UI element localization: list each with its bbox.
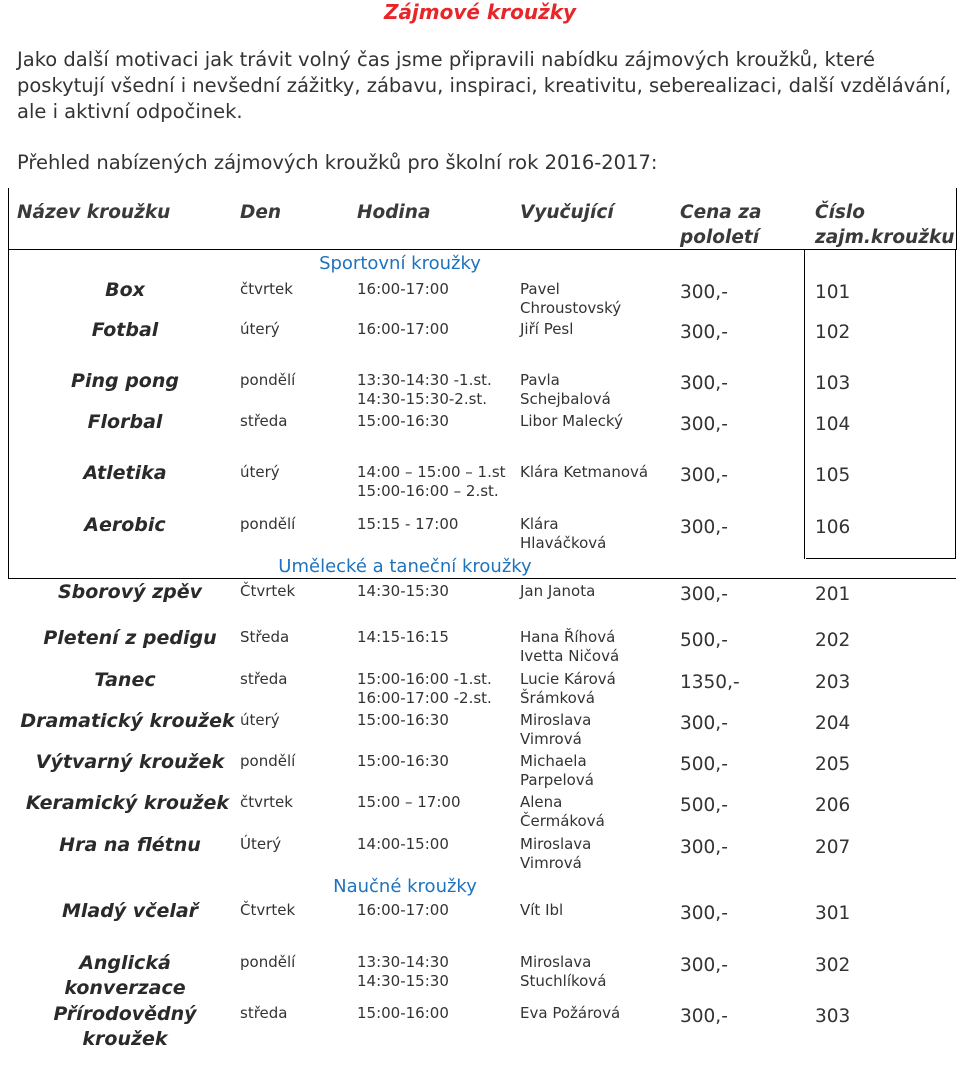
intro-line: poskytují všední i nevšední zážitky, zábavu, inspiraci, kreativitu, seberealizaci, další vzdělávání, bbox=[17, 74, 952, 97]
header-number-line: zajm.kroužku bbox=[815, 227, 955, 248]
circle-teacher: Miroslava bbox=[520, 711, 592, 729]
circle-teacher: Jiří Pesl bbox=[520, 320, 574, 338]
circle-time: 14:00 – 15:00 – 1.st bbox=[357, 463, 506, 481]
table-right-border bbox=[956, 188, 957, 250]
circle-price: 500,- bbox=[680, 795, 728, 816]
circle-price: 300,- bbox=[680, 322, 728, 343]
circle-teacher: Ivetta Ničová bbox=[520, 647, 620, 665]
header-time: Hodina bbox=[357, 202, 431, 223]
circle-day: středa bbox=[240, 412, 288, 430]
table-left-border bbox=[8, 188, 9, 250]
circle-number: 102 bbox=[815, 322, 851, 343]
circle-name: Dramatický kroužek bbox=[20, 710, 235, 732]
circle-name: Fotbal bbox=[91, 319, 159, 341]
circle-name: konverzace bbox=[64, 977, 186, 999]
circle-price: 300,- bbox=[680, 414, 728, 435]
circle-day: úterý bbox=[240, 463, 280, 481]
circle-teacher: Vimrová bbox=[520, 730, 582, 748]
circle-time: 14:30-15:30 bbox=[357, 972, 449, 990]
circle-price: 300,- bbox=[680, 955, 728, 976]
circle-price: 500,- bbox=[680, 754, 728, 775]
circle-price: 300,- bbox=[680, 1006, 728, 1027]
circle-number: 203 bbox=[815, 672, 851, 693]
circle-number: 206 bbox=[815, 795, 851, 816]
circle-teacher: Alena bbox=[520, 793, 563, 811]
table-inner-border-right bbox=[955, 249, 956, 559]
circle-teacher: Libor Malecký bbox=[520, 412, 623, 430]
circle-number: 302 bbox=[815, 955, 851, 976]
circle-teacher: Hana Říhová bbox=[520, 628, 616, 646]
circle-name: Tanec bbox=[94, 669, 156, 691]
circle-time: 15:00-16:00 – 2.st. bbox=[357, 482, 499, 500]
circle-name: Hra na flétnu bbox=[59, 834, 201, 856]
circle-day: Středa bbox=[240, 628, 290, 646]
circle-teacher: Jan Janota bbox=[520, 582, 596, 600]
circle-time: 15:00-16:30 bbox=[357, 711, 449, 729]
circle-time: 16:00-17:00 -2.st. bbox=[357, 689, 492, 707]
circle-time: 14:30-15:30 bbox=[357, 582, 449, 600]
table-section-border-right bbox=[806, 558, 956, 559]
overview-heading: Přehled nabízených zájmových kroužků pro školní rok 2016-2017: bbox=[17, 151, 658, 174]
section-science: Naučné kroužky bbox=[333, 876, 477, 897]
table-left-border-lower bbox=[8, 249, 9, 579]
header-teacher: Vyučující bbox=[520, 202, 614, 223]
circle-name: Přírodovědný bbox=[53, 1003, 197, 1025]
circle-time: 15:00-16:30 bbox=[357, 752, 449, 770]
circle-price: 300,- bbox=[680, 837, 728, 858]
circle-day: středa bbox=[240, 1004, 288, 1022]
circle-name: Pletení z pedigu bbox=[43, 627, 217, 649]
circle-number: 201 bbox=[815, 584, 851, 605]
header-number bbox=[815, 200, 954, 250]
circle-name: Mladý včelař bbox=[61, 900, 199, 922]
circle-time: 16:00-17:00 bbox=[357, 901, 449, 919]
circle-number: 204 bbox=[815, 713, 851, 734]
circle-time: 15:00-16:00 -1.st. bbox=[357, 670, 492, 688]
circle-number: 105 bbox=[815, 465, 851, 486]
circle-number: 106 bbox=[815, 517, 851, 538]
circle-day: čtvrtek bbox=[240, 280, 293, 298]
circle-day: pondělí bbox=[240, 953, 296, 971]
header-price bbox=[680, 200, 761, 250]
circle-number: 301 bbox=[815, 903, 851, 924]
circle-name: Ping pong bbox=[71, 370, 179, 392]
circle-time: 15:15 - 17:00 bbox=[357, 515, 459, 533]
table-section-border bbox=[8, 578, 956, 579]
circle-price: 300,- bbox=[680, 465, 728, 486]
circle-price: 300,- bbox=[680, 517, 728, 538]
header-day: Den bbox=[240, 202, 282, 223]
header-price-line: pololetí bbox=[680, 227, 760, 248]
circle-teacher: Klára bbox=[520, 515, 559, 533]
circle-price: 500,- bbox=[680, 630, 728, 651]
circle-teacher: Eva Požárová bbox=[520, 1004, 621, 1022]
circle-day: čtvrtek bbox=[240, 793, 293, 811]
circle-price: 300,- bbox=[680, 282, 728, 303]
circle-day: úterý bbox=[240, 320, 280, 338]
section-sport: Sportovní kroužky bbox=[319, 253, 481, 274]
circle-time: 16:00-17:00 bbox=[357, 320, 449, 338]
circle-teacher: Chroustovský bbox=[520, 299, 622, 317]
circle-day: pondělí bbox=[240, 371, 296, 389]
circle-name: Keramický kroužek bbox=[25, 792, 230, 814]
circle-teacher: Miroslava bbox=[520, 953, 592, 971]
circle-time: 14:15-16:15 bbox=[357, 628, 449, 646]
circle-time: 14:30-15:30-2.st. bbox=[357, 390, 488, 408]
circle-number: 202 bbox=[815, 630, 851, 651]
circle-teacher: Šrámková bbox=[520, 689, 595, 707]
circle-teacher: Miroslava bbox=[520, 835, 592, 853]
circle-number: 104 bbox=[815, 414, 851, 435]
circle-name: Aerobic bbox=[84, 514, 166, 536]
circle-time: 15:00 – 17:00 bbox=[357, 793, 461, 811]
circle-name: Anglická bbox=[79, 952, 171, 974]
circle-price: 1350,- bbox=[680, 672, 740, 693]
intro-line: Jako další motivaci jak trávit volný čas jsme připravili nabídku zájmových kroužků, které bbox=[17, 48, 875, 71]
circle-day: Úterý bbox=[240, 835, 282, 853]
circle-teacher: Lucie Kárová bbox=[520, 670, 616, 688]
circle-number: 103 bbox=[815, 373, 851, 394]
table-inner-border bbox=[804, 249, 805, 559]
circle-teacher: Vimrová bbox=[520, 854, 582, 872]
header-number-line: Číslo bbox=[815, 202, 865, 223]
section-art: Umělecké a taneční kroužky bbox=[278, 556, 532, 577]
circle-time: 13:30-14:30 bbox=[357, 953, 449, 971]
circle-time: 16:00-17:00 bbox=[357, 280, 449, 298]
circle-time: 13:30-14:30 -1.st. bbox=[357, 371, 492, 389]
circle-day: pondělí bbox=[240, 752, 296, 770]
circle-name: kroužek bbox=[82, 1028, 168, 1050]
circle-number: 303 bbox=[815, 1006, 851, 1027]
circle-time: 14:00-15:00 bbox=[357, 835, 449, 853]
circle-name: Florbal bbox=[87, 411, 163, 433]
circle-teacher: Parpelová bbox=[520, 771, 594, 789]
circle-teacher: Pavel bbox=[520, 280, 560, 298]
circle-name: Výtvarný kroužek bbox=[35, 751, 225, 773]
circle-teacher: Hlaváčková bbox=[520, 534, 607, 552]
circle-day: Čtvrtek bbox=[240, 901, 296, 919]
header-name: Název kroužku bbox=[17, 202, 171, 223]
circle-teacher: Pavla bbox=[520, 371, 560, 389]
circle-name: Sborový zpěv bbox=[57, 581, 203, 603]
circle-day: Čtvrtek bbox=[240, 582, 296, 600]
circle-name: Box bbox=[105, 279, 145, 301]
page-title: Zájmové kroužky bbox=[383, 0, 577, 24]
circle-teacher: Michaela bbox=[520, 752, 587, 770]
circle-day: úterý bbox=[240, 711, 280, 729]
intro-paragraph bbox=[17, 47, 951, 125]
header-price-line: Cena za bbox=[680, 202, 762, 223]
circle-price: 300,- bbox=[680, 903, 728, 924]
circle-number: 205 bbox=[815, 754, 851, 775]
circle-price: 300,- bbox=[680, 713, 728, 734]
circle-day: středa bbox=[240, 670, 288, 688]
circle-time: 15:00-16:00 bbox=[357, 1004, 449, 1022]
circle-number: 101 bbox=[815, 282, 851, 303]
circle-teacher: Stuchlíková bbox=[520, 972, 607, 990]
circle-price: 300,- bbox=[680, 584, 728, 605]
circle-teacher: Vít Ibl bbox=[520, 901, 564, 919]
circle-teacher: Čermáková bbox=[520, 812, 605, 830]
circle-teacher: Schejbalová bbox=[520, 390, 611, 408]
circle-teacher: Klára Ketmanová bbox=[520, 463, 649, 481]
circle-price: 300,- bbox=[680, 373, 728, 394]
circle-name: Atletika bbox=[83, 462, 167, 484]
circle-number: 207 bbox=[815, 837, 851, 858]
circle-time: 15:00-16:30 bbox=[357, 412, 449, 430]
intro-line: ale i aktivní odpočinek. bbox=[17, 100, 243, 123]
circle-day: pondělí bbox=[240, 515, 296, 533]
